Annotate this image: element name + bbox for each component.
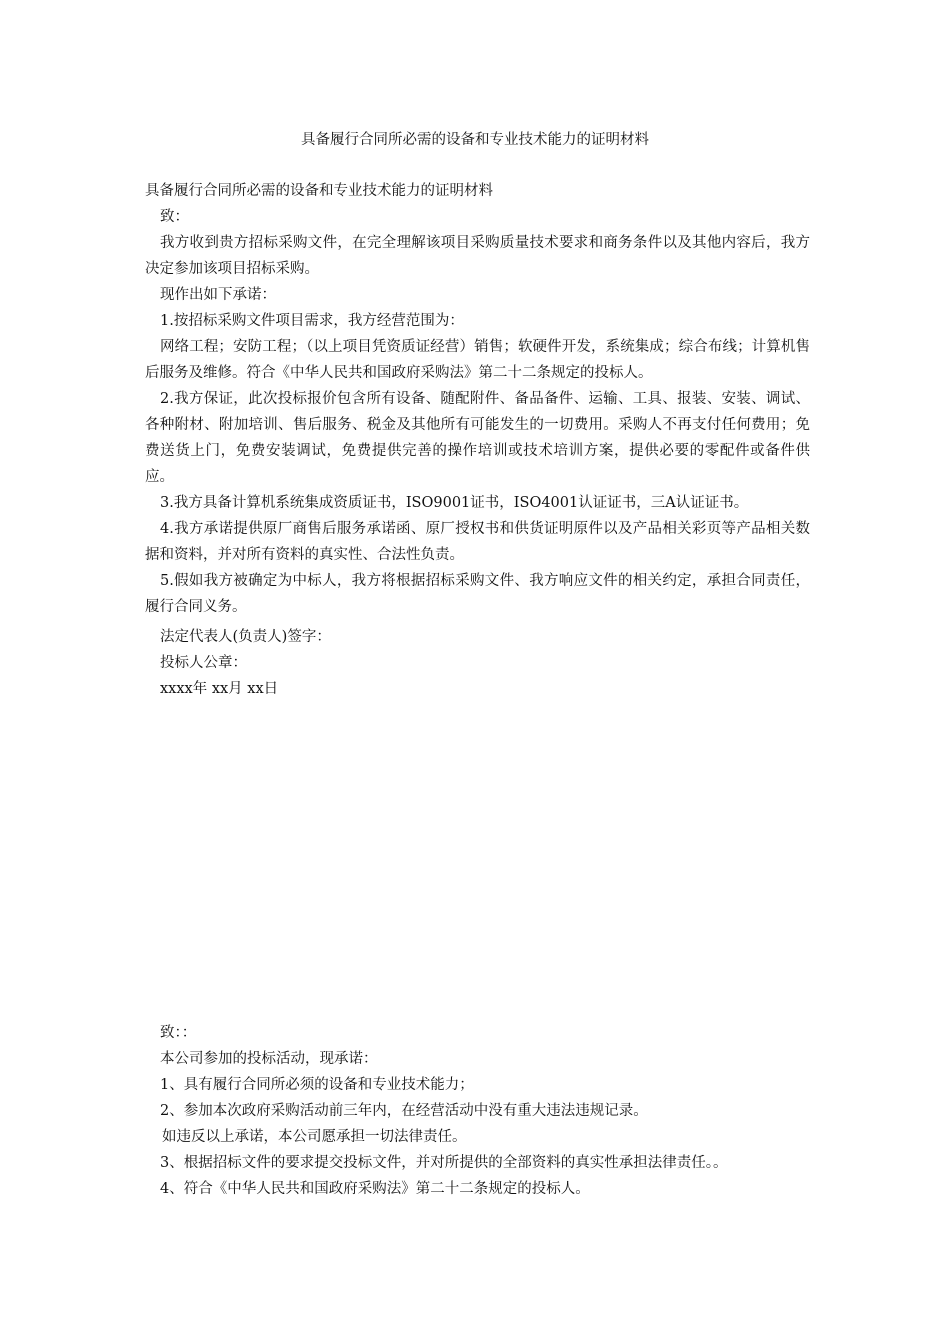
- intro-paragraph: 我方收到贵方招标采购文件，在完全理解该项目采购质量技术要求和商务条件以及其他内容后，我方决定参加该项目招标采购。: [145, 235, 810, 277]
- item-2-paragraph: 2.我方保证，此次投标报价包含所有设备、随配附件、备品备件、运输、工具、报装、安装、调试、各种附材、附加培训、售后服务、税金及其他所有可能发生的一切费用。采购人不再支付任何费用；免费送货上门，免费安装调试，免费提供完善的操作培训或技术培训方案，提供必要的零配件或备件供应。: [145, 391, 810, 485]
- pledge-item-1: 1、具有履行合同所必须的设备和专业技术能力；: [160, 1077, 474, 1093]
- item-1-lead: 1.按招标采购文件项目需求，我方经营范围为：: [160, 313, 464, 329]
- page-title: 具备履行合同所必需的设备和专业技术能力的证明材料: [301, 132, 649, 148]
- commitment-letter: [145, 178, 810, 620]
- pledge-lead: 本公司参加的投标活动，现承诺：: [160, 1051, 378, 1067]
- commitment-lead: 现作出如下承诺：: [160, 287, 276, 303]
- item-3-paragraph: 3.我方具备计算机系统集成资质证书，ISO9001证书，ISO4001认证证书，三A认证证书。: [160, 495, 749, 511]
- item-5-paragraph: 5.假如我方被确定为中标人，我方将根据招标采购文件、我方响应文件的相关约定，承担合同责任，履行合同义务。: [145, 573, 810, 615]
- signature-date: xxxx年 xx月 xx日: [160, 681, 279, 697]
- bidder-seal: 投标人公章：: [160, 655, 247, 671]
- signature-block: [160, 624, 331, 702]
- pledge-item-4: 4、符合《中华人民共和国政府采购法》第二十二条规定的投标人。: [160, 1181, 590, 1197]
- pledge-item-3: 3、根据招标文件的要求提交投标文件，并对所提供的全部资料的真实性承担法律责任。。: [160, 1155, 728, 1171]
- pledge-letter: [160, 1020, 820, 1202]
- pledge-violation-note: 如违反以上承诺，本公司愿承担一切法律责任。: [162, 1129, 467, 1145]
- section-heading: 具备履行合同所必需的设备和专业技术能力的证明材料: [145, 183, 493, 199]
- item-1-body: 网络工程；安防工程；（以上项目凭资质证经营）销售；软硬件开发，系统集成；综合布线；计算机售后服务及维修。符合《中华人民共和国政府采购法》第二十二条规定的投标人。: [145, 339, 810, 381]
- item-4-paragraph: 4.我方承诺提供原厂商售后服务承诺函、原厂授权书和供货证明原件以及产品相关彩页等产品相关数据和资料，并对所有资料的真实性、合法性负责。: [145, 521, 810, 563]
- pledge-salutation: 致：：: [160, 1025, 197, 1041]
- salutation: 致：: [160, 209, 189, 225]
- pledge-item-2: 2、参加本次政府采购活动前三年内，在经营活动中没有重大违法违规记录。: [160, 1103, 648, 1119]
- legal-representative-signature: 法定代表人(负责人)签字：: [160, 629, 331, 645]
